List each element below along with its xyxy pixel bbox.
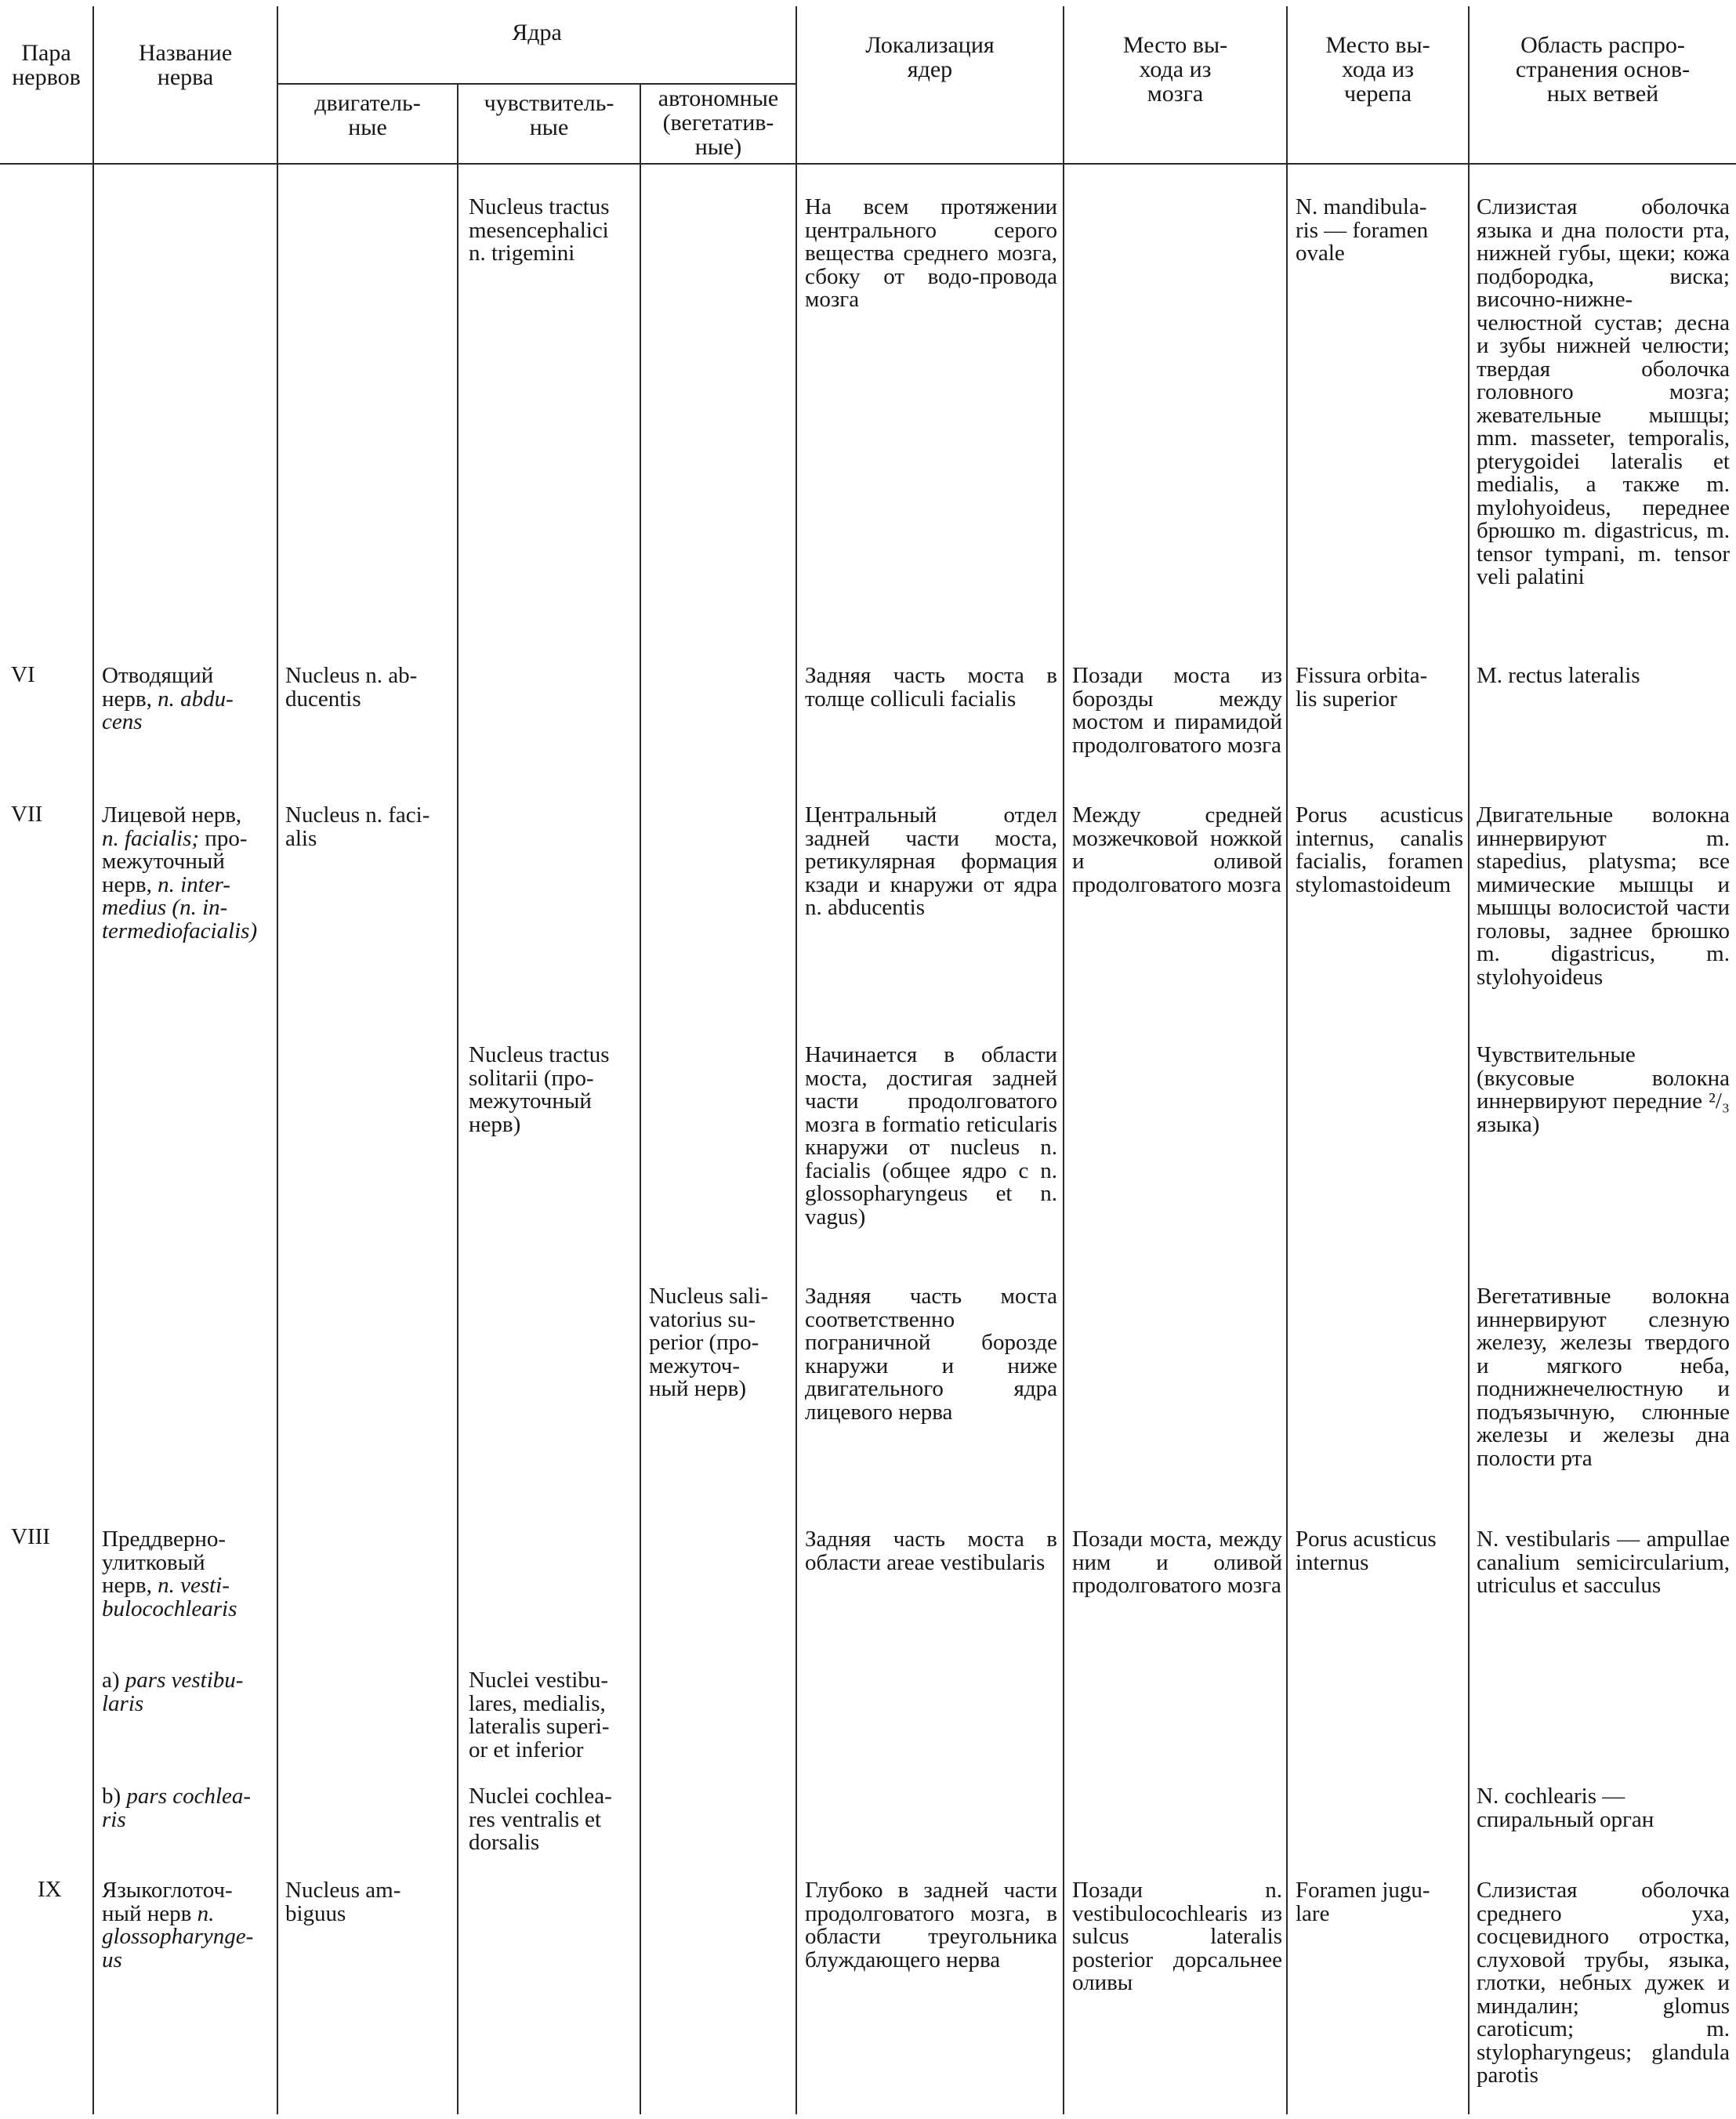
column-rule [92, 6, 94, 2114]
vi-localization: Задняя часть моста в толще colliculi facialis [805, 663, 1057, 712]
viii-distribution: N. vestibularis — ampullae canalium semicircularium, utriculus et sacculus [1477, 1527, 1730, 1598]
column-rule [1286, 6, 1288, 2114]
ix-localization: Глубоко в задней части продолговатого мозга, в области треугольника блуждающего нерва [805, 1878, 1057, 1972]
vii-motor-nucleus: Nucleus n. faci- alis [285, 802, 430, 851]
column-rule [640, 85, 641, 2114]
vi-distribution: M. rectus lateralis [1477, 663, 1640, 688]
viii-a-sensory-nucleus: Nuclei vestibu- lares, medialis, lateralis superi- or et inferior [469, 1668, 610, 1762]
vii-autonomic-distribution: Вегетативные волокна иннервируют слезную железу, железы твердого и мягкого неба, поднижнечелюстную и подъязычную, слюнные железы и железы дна полости рта [1477, 1284, 1730, 1471]
viii-b-sensory-nucleus: Nuclei cochlea- res ventralis et dorsalis [469, 1784, 612, 1855]
vii-brain-exit: Между средней мозжечковой ножкой и оливой продолговатого мозга [1072, 802, 1282, 897]
v-distribution: Слизистая оболочка языка и дна полости рта, нижней губы, щеки; кожа подбородка, виска; височно-нижне-челюстной сустав; десна и зубы нижней челюсти; твердая оболочка головного мозга; жевательные мышцы; mm. masseter, temporalis, pterygoidei lateralis et medialis, а также m. mylohyoideus, переднее брюшко m. digastricus, m. tensor tympani, m. tensor veli palatini [1477, 194, 1730, 589]
viii-brain-exit: Позади моста, между ним и оливой продолговатого мозга [1072, 1527, 1282, 1598]
vi-brain-exit: Позади моста из борозды между мостом и пирамидой продолговатого мозга [1072, 663, 1282, 758]
vi-pair-number: VI [11, 662, 35, 687]
v-sensory-nucleus: Nucleus tractus mesencephalici n. trigemini [469, 194, 610, 266]
ix-skull-exit: Foramen jugu- lare [1296, 1878, 1430, 1926]
header-localization: Локализация ядер [865, 32, 995, 82]
header-subrule [277, 83, 797, 85]
v-skull-exit: N. mandibula- ris — foramen ovale [1296, 194, 1429, 266]
vii-distribution: Двигательные волокна иннервируют m. stapedius, platysma; все мимические мышцы и мышцы волосистой части головы, заднее брюшко m. digastricus, m. stylohyoideus [1477, 802, 1730, 990]
header-pair: Пара нервов [12, 40, 81, 90]
header-name: Название нерва [138, 40, 233, 90]
column-rule [1468, 6, 1470, 2114]
header-brain-exit: Место вы- хода из мозга [1122, 32, 1228, 107]
header-sensory: чувствитель- ные [484, 90, 614, 140]
header-distribution: Область распро- странения основ- ных ветвей [1515, 32, 1691, 107]
header-motor: двигатель- ные [314, 90, 421, 140]
viii-localization: Задняя часть моста в области areae vestibularis [805, 1527, 1057, 1575]
ix-motor-nucleus: Nucleus am- biguus [285, 1878, 401, 1926]
vii-autonomic-localization: Задняя часть моста соответственно пограничной борозде кнаружи и ниже двигательного ядра лицевого нерва [805, 1284, 1057, 1425]
vii-localization: Центральный отдел задней части моста, ретикулярная формация кзади и кнаружи от ядра n. abducentis [805, 802, 1057, 920]
vi-nerve-name: Отводящий нерв, n. abdu- cens [102, 663, 234, 734]
v-localization: На всем протяжении центрального серого вещества среднего мозга, сбоку от водо-провода мозга [805, 194, 1057, 312]
ix-pair-number: IX [38, 1877, 62, 1902]
ix-brain-exit: Позади n. vestibulocochlearis из sulcus lateralis posterior дорсальнее оливы [1072, 1878, 1282, 1995]
vii-sensory-nucleus: Nucleus tractus solitarii (про- межуточный нерв) [469, 1042, 610, 1137]
vii-sensory-distribution: Чувствительные (вкусовые волокна иннервируют передние ²/₃ языка) [1477, 1042, 1730, 1137]
header-skull-exit: Место вы- хода из черепа [1325, 32, 1430, 107]
vii-pair-number: VII [11, 802, 43, 827]
column-rule [796, 6, 797, 2114]
ix-nerve-name: Языкоглоточ- ный нерв n. glossopharynge- us [102, 1878, 254, 1972]
header-nuclei: Ядра [512, 20, 562, 45]
viii-skull-exit: Porus acusticus internus [1296, 1527, 1437, 1575]
column-rule [457, 85, 458, 2114]
viii-a-name: a) pars vestibu- laris [102, 1668, 244, 1716]
viii-b-distribution: N. cochlearis — спиральный орган [1477, 1784, 1654, 1832]
vii-skull-exit: Porus acusticus internus, canalis facialis, foramen stylomastoideum [1296, 802, 1463, 897]
header-bottom-rule [0, 163, 1736, 165]
column-rule [1063, 6, 1064, 2114]
vii-sensory-localization: Начинается в области моста, достигая задней части продолговатого мозга в formatio reticularis кнаружи от nucleus n. facialis (общее ядро с n. glossopharyngeus et n. vagus) [805, 1042, 1057, 1230]
ix-distribution: Слизистая оболочка среднего уха, сосцевидного отростка, слуховой трубы, языка, глотки, небных дужек и миндалин; glomus caroticum; m. stylopharyngeus; glandula parotis [1477, 1878, 1730, 2088]
viii-nerve-name: Преддверно- улитковый нерв, n. vesti- bulocochlearis [102, 1527, 237, 1621]
vi-skull-exit: Fissura orbita- lis superior [1296, 663, 1428, 712]
header-autonomic: автономные (вегетатив- ные) [658, 85, 779, 160]
vii-autonomic-nucleus: Nucleus sali- vatorius su- perior (про- межуточ- ный нерв) [649, 1284, 769, 1401]
viii-pair-number: VIII [11, 1524, 50, 1549]
vi-motor-nucleus: Nucleus n. ab- ducentis [285, 663, 418, 712]
vii-nerve-name: Лицевой нерв, n. facialis; про- межуточный нерв, n. inter- medius (n. in- termediofacialis) [102, 802, 258, 944]
viii-b-name: b) pars cochlea- ris [102, 1784, 252, 1832]
column-rule [277, 6, 278, 2114]
